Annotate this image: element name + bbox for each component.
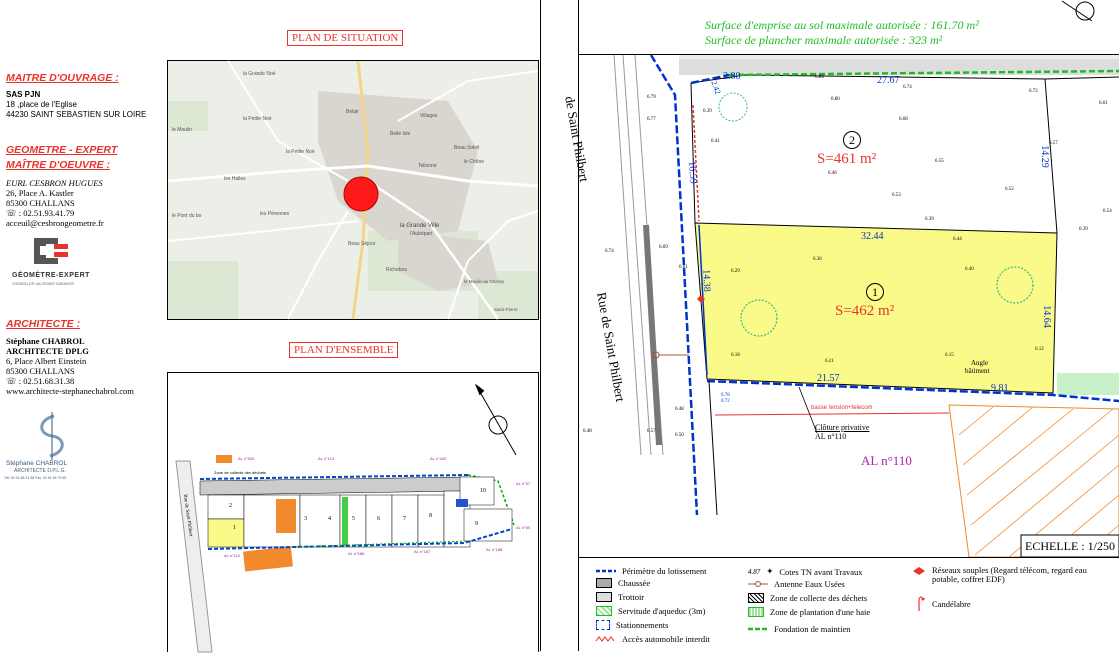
ens-lot: 8 [429, 513, 432, 519]
legend-item-haie [748, 607, 870, 617]
legend-item-perimetre [596, 566, 707, 576]
spot-height: 6.39 [703, 109, 712, 114]
legend-label: Antenne Eaux Usées [774, 579, 845, 589]
maitre-ouvrage-heading: MAITRE D'OUVRAGE : [6, 72, 119, 84]
ens-lot: 5 [352, 516, 355, 522]
trottoir-swatch-icon [596, 592, 612, 602]
map-place: Belle Isle [390, 131, 411, 137]
spot-height: 6.41 [711, 139, 720, 144]
geometre-city: 85300 CHALLANS [6, 198, 75, 208]
spot-height: 6.80 [831, 97, 840, 102]
lot-2-area: S=461 m² [817, 151, 877, 167]
lot-1-number: 1 [866, 283, 884, 301]
spot-height: 6.21 [825, 359, 834, 364]
spot-height: 6.29 [731, 269, 740, 274]
dimension: 10.59 [685, 160, 699, 185]
architecte-name: Stéphane CHABROL [6, 336, 85, 346]
surface-plancher: Surface de plancher maximale autorisée : 323 m² [705, 33, 943, 47]
chaussee-swatch-icon [596, 578, 612, 588]
spot-height: 6.72 [1029, 89, 1038, 94]
ens-label: AL n°532 [238, 456, 255, 461]
ens-label: AL n°57 [516, 481, 531, 486]
architecte-logo-name: Stéphane CHABROL [6, 460, 68, 467]
ens-label: AL n°188 [348, 551, 365, 556]
map-place: Saint-Pierre [494, 307, 518, 312]
legend-item-antenne [748, 579, 845, 589]
lot-2-number: 2 [843, 131, 861, 149]
dechets-swatch-icon [748, 593, 764, 603]
spot-height: 6.54 [1103, 209, 1112, 214]
geometre-block [6, 144, 117, 228]
map-place: les Halles [224, 176, 246, 182]
spot-height: 6.46 [828, 171, 837, 176]
map-place: les Pérennes [260, 211, 290, 217]
legend-item-candelabre [912, 596, 971, 612]
servitude-swatch-icon [596, 606, 612, 616]
legend-item-stationnements [596, 620, 668, 630]
ens-label: AL n°110 [224, 553, 241, 558]
legend-label: Chaussée [618, 578, 651, 588]
legend-item-dechets [748, 593, 867, 603]
legend-label: Zone de plantation d'une haie [770, 607, 871, 617]
surface-emprise: Surface d'emprise au sol maximale autorisée : 161.70 m² [705, 18, 979, 32]
architecte-logo [6, 412, 116, 487]
architecte-block [6, 318, 134, 396]
geometre-logo-text: GÉOMÈTRE-EXPERT [12, 272, 90, 279]
geometre-email[interactable]: acceuil@cesbrongeometre.fr [6, 218, 104, 228]
ens-label: AL n°113 [318, 456, 335, 461]
spot-height: 6.78 [721, 393, 730, 398]
ens-lot: 9 [475, 521, 478, 527]
basse-tension-label: basse tension+telecom [811, 405, 873, 411]
acces-interdit-icon [596, 636, 616, 642]
ensemble-plan[interactable] [167, 372, 539, 652]
masse-plan[interactable] [562, 54, 1119, 557]
map-place: Richebou [386, 267, 408, 273]
lot-1-area: S=462 m² [835, 303, 895, 319]
spot-height: 6.53 [892, 193, 901, 198]
legend-item-chaussee [596, 578, 650, 588]
dimension: 21.57 [817, 373, 840, 384]
map-place: le Moulin [172, 127, 193, 133]
spot-height: 6.74 [903, 85, 912, 90]
haie-swatch-icon [748, 607, 764, 617]
spot-height: 6.61 [1099, 101, 1108, 106]
ens-road-label: Rue de Saint Philbert [181, 494, 193, 537]
maitre-oeuvre-heading: MAÎTRE D'OEUVRE : [6, 159, 111, 171]
spot-height: 6.39 [1079, 227, 1088, 232]
ens-lot: 6 [377, 516, 380, 522]
architecte-heading: ARCHITECTE : [6, 318, 81, 330]
spot-height: 6.15 [945, 353, 954, 358]
reseaux-diamond-icon [912, 566, 926, 576]
spot-height: 6.48 [675, 407, 684, 412]
spot-height: 6.77 [647, 117, 656, 122]
legend-item-reseaux [912, 566, 1102, 584]
map-place: la Grande Ville [400, 223, 440, 229]
al110-small: AL n°110 [815, 432, 847, 441]
architecte-logo-tel: Tél. 02 51 68 31 38 Fax. 02 51 54 79 95 [4, 476, 67, 480]
geometre-logo-icon [10, 236, 100, 276]
dimension: 27.67 [877, 75, 900, 86]
ens-lot: 1 [233, 525, 236, 531]
spot-height: 6.57 [1049, 141, 1058, 146]
map-place: Tellonne [418, 163, 437, 169]
cotes-prefix: 4.87 [748, 567, 761, 576]
ens-lot: 4 [328, 516, 331, 522]
ens-lot: 2 [229, 503, 232, 509]
spot-height: 6.44 [953, 237, 962, 242]
map-place: le Chêne [464, 159, 485, 165]
legend-label: Fondation de maintien [774, 624, 851, 634]
plan-ensemble-title: PLAN D'ENSEMBLE [289, 342, 398, 358]
fondation-swatch-icon [748, 626, 768, 632]
spot-height: 6.55 [935, 159, 944, 164]
map-place: le Moulin au Champ [464, 279, 505, 284]
dimension: 2.42 [709, 79, 723, 96]
spot-height: 6.57 [647, 429, 656, 434]
legend-label: Stationnements [616, 620, 669, 630]
spot-height: 6.68 [899, 117, 908, 122]
maitre-ouvrage-block [6, 72, 146, 120]
geometre-logo [10, 236, 100, 291]
spot-height: 6.50 [675, 433, 684, 438]
batiment-label: bâtiment [965, 367, 990, 375]
legend-label: Zone de collecte des déchets [770, 593, 868, 603]
ens-lot: 3 [304, 516, 307, 522]
al110-big: AL n°110 [861, 453, 912, 468]
spot-height: 6.72 [721, 399, 730, 404]
architecte-website[interactable]: www.architecte-stephanechabrol.com [6, 386, 134, 396]
legend-label: Accès automobile interdit [622, 634, 710, 644]
spot-height: 6.52 [1005, 187, 1014, 192]
spot-height: 6.74 [605, 249, 614, 254]
spot-height: 6.18 [731, 353, 740, 358]
architecte-title: ARCHITECTE DPLG [6, 346, 89, 356]
spot-height: 6.84 [815, 75, 824, 80]
ens-lot: 10 [480, 488, 486, 494]
map-place: la Petite Noé [286, 149, 315, 155]
spot-height: 6.40 [965, 267, 974, 272]
architecte-phone: ☏ : 02.51.68.31.38 [6, 376, 75, 386]
ens-label: AL n°187 [414, 549, 431, 554]
antenne-swatch-icon [748, 581, 768, 587]
map-place: la Petite Noé [243, 116, 272, 122]
spot-height: 6.12 [1035, 347, 1044, 352]
cloture-label: Clôture privative [815, 423, 870, 432]
cotes-marker-icon: ✦ [766, 566, 774, 576]
dimension: 14.38 [700, 269, 713, 292]
ens-label: AL n°442 [430, 456, 447, 461]
dimension: 2.80 [723, 71, 741, 82]
architecte-logo-icon [24, 412, 84, 460]
spot-height: 6.36 [813, 257, 822, 262]
road-label-main: Rue de Saint Philbert [594, 291, 629, 403]
geometre-logo-sub: CONSEILLER VALORISER GARANTIR [12, 282, 74, 286]
ens-lot: 7 [403, 516, 406, 522]
architecte-city: 85300 CHALLANS [6, 366, 75, 376]
legend-label: Réseaux souples (Regard télécom, regard eau potable, coffret EDF) [932, 565, 1087, 584]
spot-height: 6.39 [925, 217, 934, 222]
geometre-name: EURL CESBRON HUGUES [6, 178, 103, 188]
ens-label: AL n°60 [516, 525, 531, 530]
map-place: Beau Séjour [348, 241, 376, 247]
map-place: Villages [420, 113, 438, 119]
legend-label: Servitude d'aqueduc (3m) [618, 606, 706, 616]
legend-item-cotes [748, 566, 863, 577]
dimension: 32.44 [861, 231, 884, 242]
map-place: le Pont du bo [172, 213, 202, 219]
map-place: l'Aubépart [410, 231, 433, 237]
perimetre-swatch-icon [596, 568, 616, 574]
legend-item-trottoir [596, 592, 644, 602]
dimension: 9.81 [991, 383, 1009, 394]
ens-label: Zone de collecte des déchets [214, 470, 267, 475]
legend-label: Cotes TN avant Travaux [779, 566, 863, 577]
angle-label: Angle [971, 359, 989, 367]
architecte-logo-sub: ARCHITECTE D.P.L.G. [14, 468, 66, 474]
candelabre-icon [912, 596, 926, 612]
plan-situation-title: PLAN DE SITUATION [287, 30, 403, 46]
situation-map[interactable] [167, 60, 539, 320]
architecte-address: 6, Place Albert Einstein [6, 356, 87, 366]
owner-city: 44230 SAINT SEBASTIEN SUR LOIRE [6, 110, 147, 119]
legend-separator [579, 557, 1119, 558]
spot-height: 6.61 [679, 265, 688, 270]
geometre-phone: ☏ : 02.51.93.41.79 [6, 208, 75, 218]
legend-label: Périmètre du lotissement [622, 566, 707, 576]
legend-label: Trottoir [618, 592, 645, 602]
legend-item-acces [596, 634, 710, 644]
legend-item-servitude [596, 606, 705, 616]
spot-height: 6.48 [583, 429, 592, 434]
spot-height: 6.69 [659, 245, 668, 250]
road-label-top: de Saint Philbert [562, 95, 593, 183]
dimension: 14.64 [1040, 305, 1052, 328]
spot-height: 6.79 [647, 95, 656, 100]
owner-name: SAS PJN [6, 90, 41, 99]
legend-label: Candélabre [932, 599, 971, 609]
map-place: la Grande Noé [243, 71, 276, 77]
ensemble-plan-drawing [168, 373, 538, 652]
column-divider [540, 0, 541, 651]
ens-label: AL n°188 [486, 547, 503, 552]
echelle-label: ECHELLE : 1/250 [1025, 539, 1115, 553]
map-place: Belair [346, 109, 359, 115]
geometre-heading: GEOMETRE - EXPERT [6, 144, 118, 156]
legend-item-fondation [748, 624, 851, 634]
geometre-address: 26, Place A. Kastler [6, 188, 74, 198]
stationnement-swatch-icon [596, 620, 610, 630]
dimension: 14.29 [1038, 145, 1050, 168]
map-place: Beau Soleil [454, 145, 480, 151]
owner-address: 18 ,place de l'Eglise [6, 100, 77, 109]
